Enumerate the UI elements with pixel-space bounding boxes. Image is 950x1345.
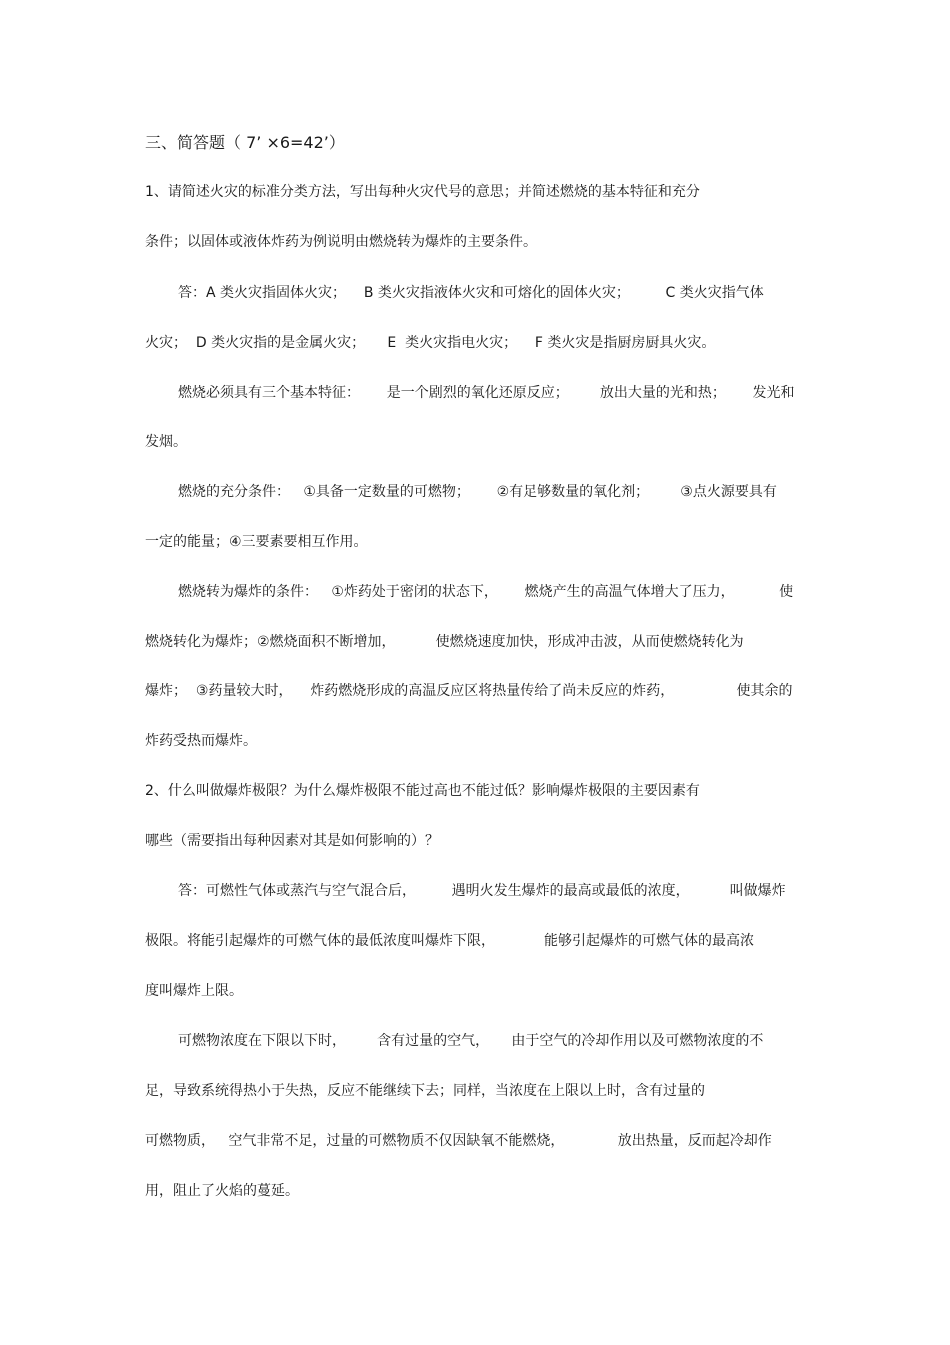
question-1-line-1: 1、请简述火灾的标准分类方法，写出每种火灾代号的意思；并简述燃烧的基本特征和充分 [145, 184, 700, 200]
question-2-line-2: 哪些（需要指出每种因素对其是如何影响的）？ [145, 833, 439, 849]
answer-1-paragraph-2-line-2: 发烟。 [145, 434, 187, 450]
answer-1-paragraph-1-line-2: 火灾； D 类火灾指的是金属火灾； E 类火灾指电火灾； F 类火灾是指厨房厨具火灾。 [145, 335, 716, 351]
answer-2-paragraph-1-line-3: 度叫爆炸上限。 [145, 983, 243, 999]
question-1-line-2: 条件；以固体或液体炸药为例说明由燃烧转为爆炸的主要条件。 [145, 234, 537, 250]
answer-1-paragraph-3-line-1: 燃烧的充分条件： ①具备一定数量的可燃物； ②有足够数量的氧化剂； ③点火源要具有 [178, 484, 777, 500]
answer-1-paragraph-4-line-1: 燃烧转为爆炸的条件： ①炸药处于密闭的状态下， 燃烧产生的高温气体增大了压力， 使 [178, 584, 794, 600]
answer-1-paragraph-4-line-4: 炸药受热而爆炸。 [145, 733, 257, 749]
answer-1-paragraph-2-line-1: 燃烧必须具有三个基本特征： 是一个剧烈的氧化还原反应； 放出大量的光和热； 发光和 [178, 385, 795, 401]
answer-1-paragraph-4-line-2: 燃烧转化为爆炸；②燃烧面积不断增加， 使燃烧速度加快，形成冲击波，从而使燃烧转化为 [145, 634, 744, 650]
answer-1-paragraph-1-line-1: 答：A 类火灾指固体火灾； B 类火灾指液体火灾和可熔化的固体火灾； C 类火灾指气体 [178, 285, 764, 301]
answer-2-paragraph-2-line-3: 可燃物质， 空气非常不足，过量的可燃物质不仅因缺氧不能燃烧， 放出热量，反而起冷却作 [145, 1133, 772, 1149]
answer-2-paragraph-2-line-1: 可燃物浓度在下限以下时， 含有过量的空气， 由于空气的冷却作用以及可燃物浓度的不 [178, 1033, 764, 1049]
section-title: 三、简答题（ 7’ ×6=42’） [145, 133, 345, 152]
answer-2-paragraph-1-line-1: 答：可燃性气体或蒸汽与空气混合后， 遇明火发生爆炸的最高或最低的浓度， 叫做爆炸 [178, 883, 786, 899]
answer-1-paragraph-3-line-2: 一定的能量；④三要素要相互作用。 [145, 534, 368, 550]
answer-2-paragraph-2-line-4: 用，阻止了火焰的蔓延。 [145, 1183, 299, 1199]
answer-2-paragraph-1-line-2: 极限。将能引起爆炸的可燃气体的最低浓度叫爆炸下限， 能够引起爆炸的可燃气体的最高浓 [145, 933, 754, 949]
question-2-line-1: 2、什么叫做爆炸极限？为什么爆炸极限不能过高也不能过低？影响爆炸极限的主要因素有 [145, 783, 700, 799]
answer-2-paragraph-2-line-2: 足，导致系统得热小于失热，反应不能继续下去；同样，当浓度在上限以上时，含有过量的 [145, 1083, 705, 1099]
answer-1-paragraph-4-line-3: 爆炸； ③药量较大时， 炸药燃烧形成的高温反应区将热量传给了尚未反应的炸药， 使其余的 [145, 683, 793, 699]
